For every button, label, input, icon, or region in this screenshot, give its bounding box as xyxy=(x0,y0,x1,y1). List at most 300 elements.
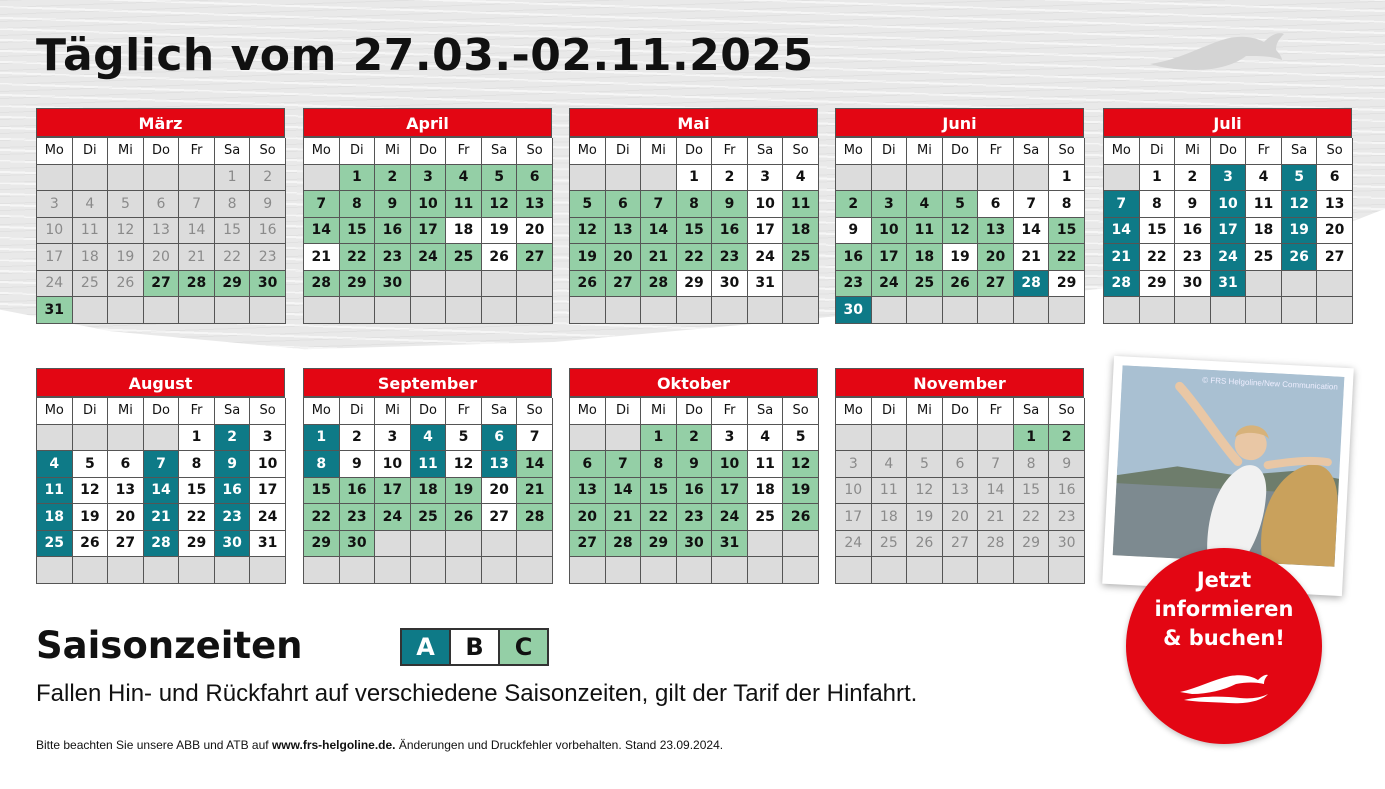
weekday-header: Sa xyxy=(1282,138,1318,165)
empty-day-cell xyxy=(836,557,872,584)
day-cell: 2 xyxy=(1175,165,1211,192)
day-cell: 6 xyxy=(482,425,518,452)
day-cell: 25 xyxy=(783,244,819,271)
day-cell: 11 xyxy=(411,451,447,478)
season-title: Saisonzeiten xyxy=(36,624,303,667)
day-cell: 13 xyxy=(943,478,979,505)
day-cell: 27 xyxy=(1317,244,1353,271)
day-cell: 31 xyxy=(748,271,784,298)
day-cell: 5 xyxy=(1282,165,1318,192)
day-cell: 11 xyxy=(37,478,73,505)
day-cell: 24 xyxy=(37,271,73,298)
day-cell: 14 xyxy=(144,478,180,505)
day-cell: 6 xyxy=(108,451,144,478)
day-cell: 14 xyxy=(641,218,677,245)
photo-image xyxy=(1113,365,1345,566)
cta-line-2: informieren xyxy=(1154,597,1294,621)
day-cell: 15 xyxy=(1049,218,1085,245)
empty-day-cell xyxy=(517,557,553,584)
book-now-button[interactable] xyxy=(1126,548,1322,744)
empty-day-cell xyxy=(943,425,979,452)
empty-day-cell xyxy=(37,425,73,452)
day-cell: 26 xyxy=(482,244,518,271)
weekday-header: Do xyxy=(411,138,447,165)
empty-day-cell xyxy=(641,165,677,192)
empty-day-cell xyxy=(446,531,482,558)
day-cell: 19 xyxy=(108,244,144,271)
empty-day-cell xyxy=(73,165,109,192)
day-cell: 26 xyxy=(943,271,979,298)
day-cell: 23 xyxy=(836,271,872,298)
weekday-header: Sa xyxy=(1014,138,1050,165)
empty-day-cell xyxy=(482,297,518,324)
day-cell: 21 xyxy=(1014,244,1050,271)
day-cell: 15 xyxy=(641,478,677,505)
empty-day-cell xyxy=(1049,297,1085,324)
month-day-grid xyxy=(303,137,552,324)
day-cell: 28 xyxy=(641,271,677,298)
day-cell: 24 xyxy=(748,244,784,271)
empty-day-cell xyxy=(179,165,215,192)
day-cell: 10 xyxy=(712,451,748,478)
empty-day-cell xyxy=(144,297,180,324)
day-cell: 20 xyxy=(517,218,553,245)
weekday-header: Fr xyxy=(978,138,1014,165)
day-cell: 29 xyxy=(677,271,713,298)
empty-day-cell xyxy=(250,297,286,324)
day-cell: 22 xyxy=(215,244,251,271)
day-cell: 29 xyxy=(340,271,376,298)
empty-day-cell xyxy=(570,425,606,452)
day-cell: 8 xyxy=(677,191,713,218)
day-cell: 29 xyxy=(179,531,215,558)
month-calendar xyxy=(1103,108,1352,324)
day-cell: 17 xyxy=(250,478,286,505)
day-cell: 23 xyxy=(375,244,411,271)
day-cell: 29 xyxy=(215,271,251,298)
month-day-grid xyxy=(569,397,818,584)
empty-day-cell xyxy=(641,557,677,584)
empty-day-cell xyxy=(446,271,482,298)
day-cell: 27 xyxy=(943,531,979,558)
day-cell: 13 xyxy=(570,478,606,505)
weekday-header: Fr xyxy=(179,138,215,165)
weekday-header: Di xyxy=(606,138,642,165)
day-cell: 17 xyxy=(375,478,411,505)
day-cell: 15 xyxy=(215,218,251,245)
empty-day-cell xyxy=(1140,297,1176,324)
day-cell: 28 xyxy=(304,271,340,298)
day-cell: 20 xyxy=(978,244,1014,271)
day-cell: 8 xyxy=(1014,451,1050,478)
day-cell: 12 xyxy=(108,218,144,245)
day-cell: 16 xyxy=(1175,218,1211,245)
weekday-header: Mi xyxy=(1175,138,1211,165)
day-cell: 26 xyxy=(570,271,606,298)
weekday-header: So xyxy=(1049,398,1085,425)
day-cell: 3 xyxy=(375,425,411,452)
day-cell: 28 xyxy=(144,531,180,558)
weekday-header: Di xyxy=(73,138,109,165)
day-cell: 4 xyxy=(446,165,482,192)
day-cell: 30 xyxy=(1049,531,1085,558)
day-cell: 29 xyxy=(304,531,340,558)
day-cell: 5 xyxy=(783,425,819,452)
weekday-header: Sa xyxy=(482,398,518,425)
day-cell: 15 xyxy=(340,218,376,245)
day-cell: 15 xyxy=(677,218,713,245)
day-cell: 27 xyxy=(144,271,180,298)
day-cell: 17 xyxy=(37,244,73,271)
day-cell: 1 xyxy=(677,165,713,192)
day-cell: 13 xyxy=(606,218,642,245)
empty-day-cell xyxy=(215,297,251,324)
empty-day-cell xyxy=(872,557,908,584)
day-cell: 15 xyxy=(1014,478,1050,505)
weekday-header: Di xyxy=(340,138,376,165)
day-cell: 30 xyxy=(375,271,411,298)
day-cell: 27 xyxy=(517,244,553,271)
empty-day-cell xyxy=(411,271,447,298)
day-cell: 22 xyxy=(641,504,677,531)
day-cell: 28 xyxy=(1104,271,1140,298)
season-legend-a: A xyxy=(402,630,449,664)
day-cell: 2 xyxy=(836,191,872,218)
weekday-header: Fr xyxy=(978,398,1014,425)
day-cell: 31 xyxy=(250,531,286,558)
day-cell: 17 xyxy=(712,478,748,505)
empty-day-cell xyxy=(1211,297,1247,324)
day-cell: 6 xyxy=(978,191,1014,218)
empty-day-cell xyxy=(978,425,1014,452)
day-cell: 17 xyxy=(1211,218,1247,245)
empty-day-cell xyxy=(1104,165,1140,192)
empty-day-cell xyxy=(570,297,606,324)
empty-day-cell xyxy=(517,271,553,298)
month-calendar xyxy=(303,108,552,324)
empty-day-cell xyxy=(872,425,908,452)
day-cell: 25 xyxy=(748,504,784,531)
day-cell: 23 xyxy=(1175,244,1211,271)
season-rule-text: Fallen Hin- und Rückfahrt auf verschiedene Saisonzeiten, gilt der Tarif der Hinfahrt. xyxy=(36,680,918,707)
empty-day-cell xyxy=(517,297,553,324)
day-cell: 2 xyxy=(1049,425,1085,452)
empty-day-cell xyxy=(375,531,411,558)
weekday-header: So xyxy=(1049,138,1085,165)
weekday-header: Fr xyxy=(712,138,748,165)
empty-day-cell xyxy=(748,297,784,324)
day-cell: 20 xyxy=(482,478,518,505)
day-cell: 18 xyxy=(872,504,908,531)
month-title: März xyxy=(36,108,285,137)
empty-day-cell xyxy=(677,557,713,584)
empty-day-cell xyxy=(712,557,748,584)
day-cell: 19 xyxy=(783,478,819,505)
day-cell: 24 xyxy=(411,244,447,271)
month-day-grid xyxy=(36,137,285,324)
day-cell: 30 xyxy=(712,271,748,298)
day-cell: 9 xyxy=(1049,451,1085,478)
empty-day-cell xyxy=(783,531,819,558)
weekday-header: Mo xyxy=(570,398,606,425)
day-cell: 27 xyxy=(978,271,1014,298)
day-cell: 18 xyxy=(783,218,819,245)
empty-day-cell xyxy=(606,425,642,452)
empty-day-cell xyxy=(179,297,215,324)
day-cell: 21 xyxy=(978,504,1014,531)
day-cell: 1 xyxy=(215,165,251,192)
empty-day-cell xyxy=(304,165,340,192)
day-cell: 24 xyxy=(712,504,748,531)
month-calendar xyxy=(569,368,818,584)
empty-day-cell xyxy=(108,165,144,192)
day-cell: 13 xyxy=(108,478,144,505)
day-cell: 9 xyxy=(677,451,713,478)
empty-day-cell xyxy=(446,297,482,324)
day-cell: 13 xyxy=(978,218,1014,245)
weekday-header: Mi xyxy=(641,398,677,425)
day-cell: 21 xyxy=(1104,244,1140,271)
day-cell: 4 xyxy=(783,165,819,192)
footnote-text-after: Änderungen und Druckfehler vorbehalten. Stand 23.09.2024. xyxy=(395,738,724,752)
day-cell: 21 xyxy=(606,504,642,531)
day-cell: 24 xyxy=(375,504,411,531)
day-cell: 20 xyxy=(943,504,979,531)
day-cell: 3 xyxy=(250,425,286,452)
empty-day-cell xyxy=(250,557,286,584)
day-cell: 16 xyxy=(340,478,376,505)
day-cell: 14 xyxy=(304,218,340,245)
day-cell: 4 xyxy=(872,451,908,478)
day-cell: 4 xyxy=(73,191,109,218)
empty-day-cell xyxy=(215,557,251,584)
empty-day-cell xyxy=(606,557,642,584)
empty-day-cell xyxy=(978,557,1014,584)
website-link[interactable]: www.frs-helgoline.de. xyxy=(271,738,396,752)
day-cell: 11 xyxy=(1246,191,1282,218)
weekday-header: So xyxy=(517,398,553,425)
day-cell: 22 xyxy=(1140,244,1176,271)
day-cell: 27 xyxy=(606,271,642,298)
day-cell: 29 xyxy=(1140,271,1176,298)
season-legend-c: C xyxy=(500,630,547,664)
day-cell: 18 xyxy=(446,218,482,245)
empty-day-cell xyxy=(570,557,606,584)
day-cell: 20 xyxy=(108,504,144,531)
empty-day-cell xyxy=(411,531,447,558)
day-cell: 9 xyxy=(215,451,251,478)
day-cell: 22 xyxy=(340,244,376,271)
empty-day-cell xyxy=(482,531,518,558)
weekday-header: Mi xyxy=(108,398,144,425)
day-cell: 12 xyxy=(446,451,482,478)
empty-day-cell xyxy=(482,271,518,298)
weekday-header: Sa xyxy=(748,138,784,165)
day-cell: 7 xyxy=(1014,191,1050,218)
weekday-header: Fr xyxy=(712,398,748,425)
day-cell: 28 xyxy=(1014,271,1050,298)
day-cell: 12 xyxy=(570,218,606,245)
weekday-header: Do xyxy=(144,398,180,425)
day-cell: 26 xyxy=(783,504,819,531)
day-cell: 8 xyxy=(215,191,251,218)
day-cell: 13 xyxy=(517,191,553,218)
footnote xyxy=(36,738,723,752)
weekday-header: Mo xyxy=(1104,138,1140,165)
day-cell: 7 xyxy=(978,451,1014,478)
empty-day-cell xyxy=(748,557,784,584)
day-cell: 20 xyxy=(144,244,180,271)
weekday-header: Di xyxy=(1140,138,1176,165)
day-cell: 20 xyxy=(570,504,606,531)
empty-day-cell xyxy=(340,557,376,584)
day-cell: 5 xyxy=(907,451,943,478)
empty-day-cell xyxy=(907,557,943,584)
weekday-header: So xyxy=(783,138,819,165)
day-cell: 3 xyxy=(1211,165,1247,192)
weekday-header: So xyxy=(1317,138,1353,165)
day-cell: 1 xyxy=(340,165,376,192)
month-day-grid xyxy=(835,397,1084,584)
empty-day-cell xyxy=(517,531,553,558)
day-cell: 1 xyxy=(179,425,215,452)
day-cell: 19 xyxy=(446,478,482,505)
empty-day-cell xyxy=(73,297,109,324)
weekday-header: Di xyxy=(872,138,908,165)
day-cell: 5 xyxy=(73,451,109,478)
day-cell: 30 xyxy=(836,297,872,324)
weekday-header: Di xyxy=(340,398,376,425)
day-cell: 6 xyxy=(517,165,553,192)
day-cell: 24 xyxy=(872,271,908,298)
weekday-header: Mi xyxy=(907,138,943,165)
weekday-header: So xyxy=(250,398,286,425)
day-cell: 7 xyxy=(179,191,215,218)
weekday-header: Mo xyxy=(836,398,872,425)
day-cell: 22 xyxy=(304,504,340,531)
day-cell: 3 xyxy=(872,191,908,218)
day-cell: 28 xyxy=(606,531,642,558)
day-cell: 30 xyxy=(215,531,251,558)
day-cell: 12 xyxy=(783,451,819,478)
day-cell: 21 xyxy=(517,478,553,505)
day-cell: 4 xyxy=(748,425,784,452)
day-cell: 23 xyxy=(677,504,713,531)
weekday-header: Do xyxy=(943,138,979,165)
weekday-header: Do xyxy=(1211,138,1247,165)
day-cell: 17 xyxy=(872,244,908,271)
day-cell: 2 xyxy=(340,425,376,452)
weekday-header: Di xyxy=(606,398,642,425)
day-cell: 26 xyxy=(73,531,109,558)
weekday-header: Do xyxy=(144,138,180,165)
day-cell: 25 xyxy=(1246,244,1282,271)
day-cell: 8 xyxy=(641,451,677,478)
empty-day-cell xyxy=(304,297,340,324)
day-cell: 25 xyxy=(446,244,482,271)
weekday-header: Di xyxy=(73,398,109,425)
day-cell: 16 xyxy=(836,244,872,271)
weekday-header: So xyxy=(250,138,286,165)
day-cell: 10 xyxy=(872,218,908,245)
empty-day-cell xyxy=(375,297,411,324)
day-cell: 9 xyxy=(836,218,872,245)
day-cell: 28 xyxy=(978,531,1014,558)
day-cell: 16 xyxy=(250,218,286,245)
day-cell: 24 xyxy=(836,531,872,558)
day-cell: 23 xyxy=(712,244,748,271)
day-cell: 10 xyxy=(375,451,411,478)
empty-day-cell xyxy=(943,165,979,192)
empty-day-cell xyxy=(943,557,979,584)
day-cell: 17 xyxy=(836,504,872,531)
empty-day-cell xyxy=(907,425,943,452)
day-cell: 21 xyxy=(179,244,215,271)
day-cell: 5 xyxy=(482,165,518,192)
weekday-header: Mi xyxy=(375,398,411,425)
empty-day-cell xyxy=(1014,165,1050,192)
photo-illustration xyxy=(1113,365,1345,566)
month-day-grid xyxy=(36,397,285,584)
empty-day-cell xyxy=(606,297,642,324)
day-cell: 31 xyxy=(712,531,748,558)
day-cell: 30 xyxy=(677,531,713,558)
day-cell: 5 xyxy=(943,191,979,218)
month-calendar xyxy=(569,108,818,324)
empty-day-cell xyxy=(37,557,73,584)
empty-day-cell xyxy=(1175,297,1211,324)
day-cell: 1 xyxy=(304,425,340,452)
empty-day-cell xyxy=(1104,297,1140,324)
empty-day-cell xyxy=(641,297,677,324)
day-cell: 5 xyxy=(446,425,482,452)
day-cell: 9 xyxy=(250,191,286,218)
empty-day-cell xyxy=(1317,297,1353,324)
empty-day-cell xyxy=(783,557,819,584)
month-calendar xyxy=(36,368,285,584)
weekday-header: So xyxy=(517,138,553,165)
day-cell: 2 xyxy=(215,425,251,452)
day-cell: 11 xyxy=(872,478,908,505)
day-cell: 15 xyxy=(1140,218,1176,245)
day-cell: 27 xyxy=(482,504,518,531)
day-cell: 16 xyxy=(1049,478,1085,505)
photo-credit: © FRS Helgoline/New Communication xyxy=(1202,375,1339,392)
weekday-header: Do xyxy=(411,398,447,425)
day-cell: 19 xyxy=(482,218,518,245)
day-cell: 8 xyxy=(1140,191,1176,218)
day-cell: 16 xyxy=(677,478,713,505)
day-cell: 11 xyxy=(907,218,943,245)
weekday-header: Do xyxy=(677,138,713,165)
weekday-header: Mo xyxy=(304,138,340,165)
month-title: April xyxy=(303,108,552,137)
day-cell: 7 xyxy=(1104,191,1140,218)
day-cell: 3 xyxy=(411,165,447,192)
month-day-grid xyxy=(569,137,818,324)
month-day-grid xyxy=(303,397,552,584)
day-cell: 4 xyxy=(907,191,943,218)
day-cell: 25 xyxy=(37,531,73,558)
day-cell: 2 xyxy=(375,165,411,192)
day-cell: 26 xyxy=(1282,244,1318,271)
day-cell: 14 xyxy=(1014,218,1050,245)
day-cell: 21 xyxy=(304,244,340,271)
day-cell: 6 xyxy=(606,191,642,218)
day-cell: 30 xyxy=(340,531,376,558)
day-cell: 15 xyxy=(179,478,215,505)
day-cell: 23 xyxy=(250,244,286,271)
